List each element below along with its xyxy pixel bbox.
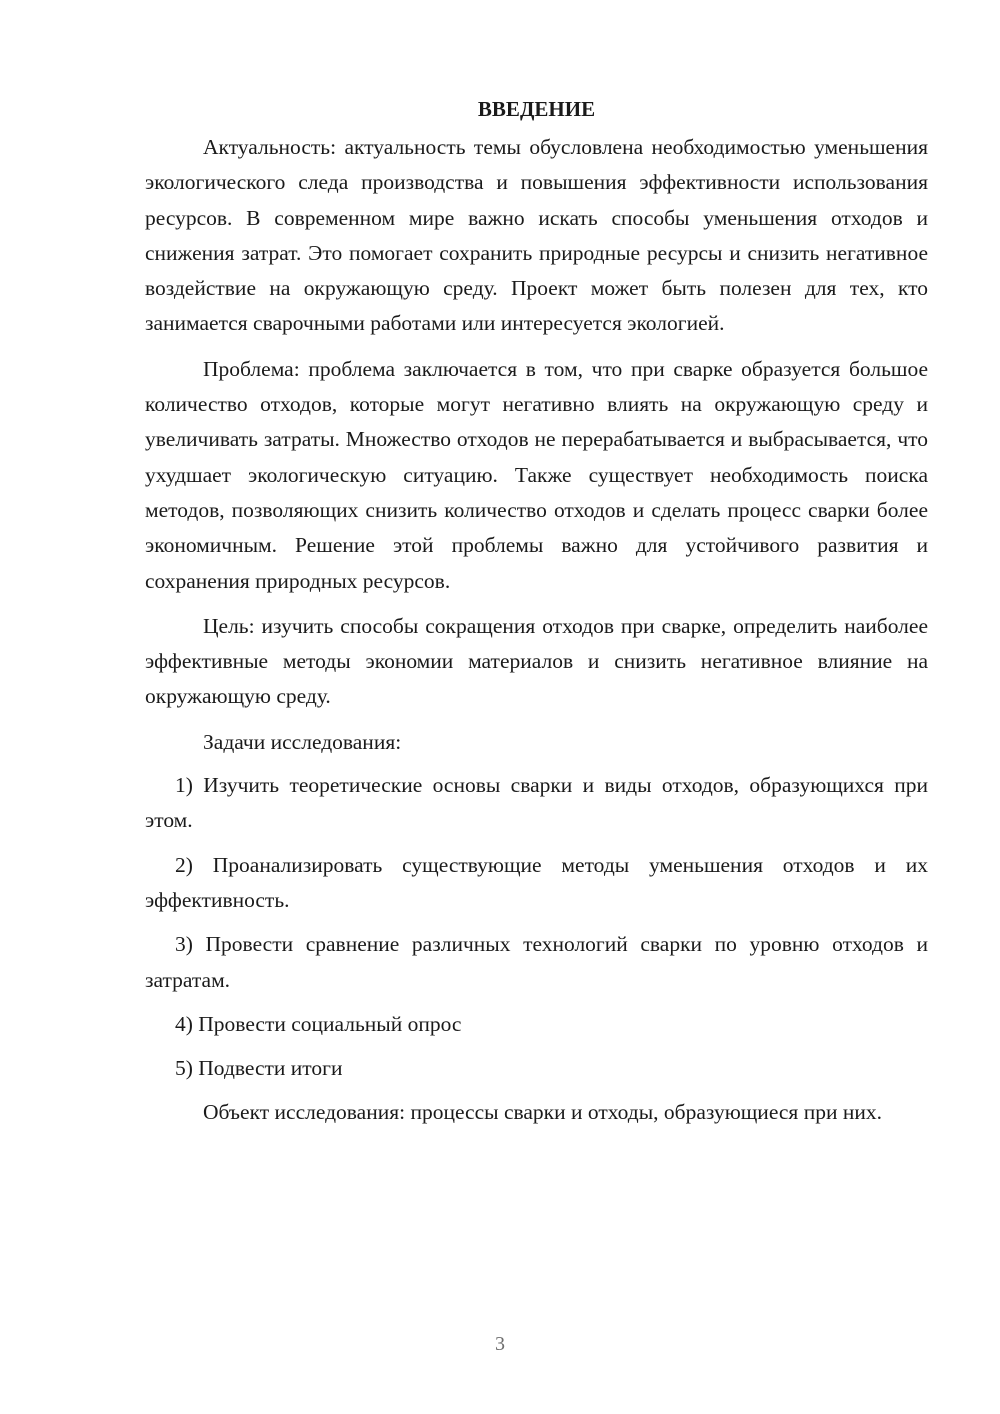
document-page	[145, 92, 928, 1141]
tasks-list	[145, 768, 928, 1086]
object-paragraph: Объект исследования: процессы сварки и отходы, образующиеся при них.	[203, 1100, 882, 1125]
tasks-heading: Задачи исследования:	[203, 729, 402, 754]
task-item-3: 3) Провести сравнение различных технологий сварки по уровню отходов и затратам.	[145, 932, 928, 992]
page-number: 3	[495, 1333, 505, 1355]
task-item-4: 4) Провести социальный опрос	[175, 1011, 462, 1036]
task-item-1: 1) Изучить теоретические основы сварки и виды отходов, образующихся при этом.	[145, 773, 928, 833]
problem-paragraph: Проблема: проблема заключается в том, что при сварке образуется большое количество отходов, которые могут негативно влиять на окружающую среду и увеличивать затраты. Множество отходов не перерабатывается и выбрасывается, что ухудшает экологическую ситуацию. Также существует необходимость поиска методов, позволяющих снизить количество отходов и сделать процесс сварки более экономичным. Решение этой проблемы важно для устойчивого развития и сохранения природных ресурсов.	[145, 356, 928, 593]
relevance-paragraph: Актуальность: актуальность темы обусловлена необходимостью уменьшения экологического следа производства и повышения эффективности использования ресурсов. В современном мире важно искать способы уменьшения отходов и снижения затрат. Это помогает сохранить природные ресурсы и снизить негативное воздействие на окружающую среду. Проект может быть полезен для тех, кто занимается сварочными работами или интересуется экологией.	[145, 135, 928, 336]
task-item-2: 2) Проанализировать существующие методы уменьшения отходов и их эффективность.	[145, 852, 928, 912]
task-item-5: 5) Подвести итоги	[175, 1056, 343, 1081]
section-title: ВВЕДЕНИЕ	[477, 97, 596, 121]
goal-paragraph: Цель: изучить способы сокращения отходов при сварке, определить наиболее эффективные методы экономии материалов и снизить негативное влияние на окружающую среду.	[145, 613, 928, 709]
